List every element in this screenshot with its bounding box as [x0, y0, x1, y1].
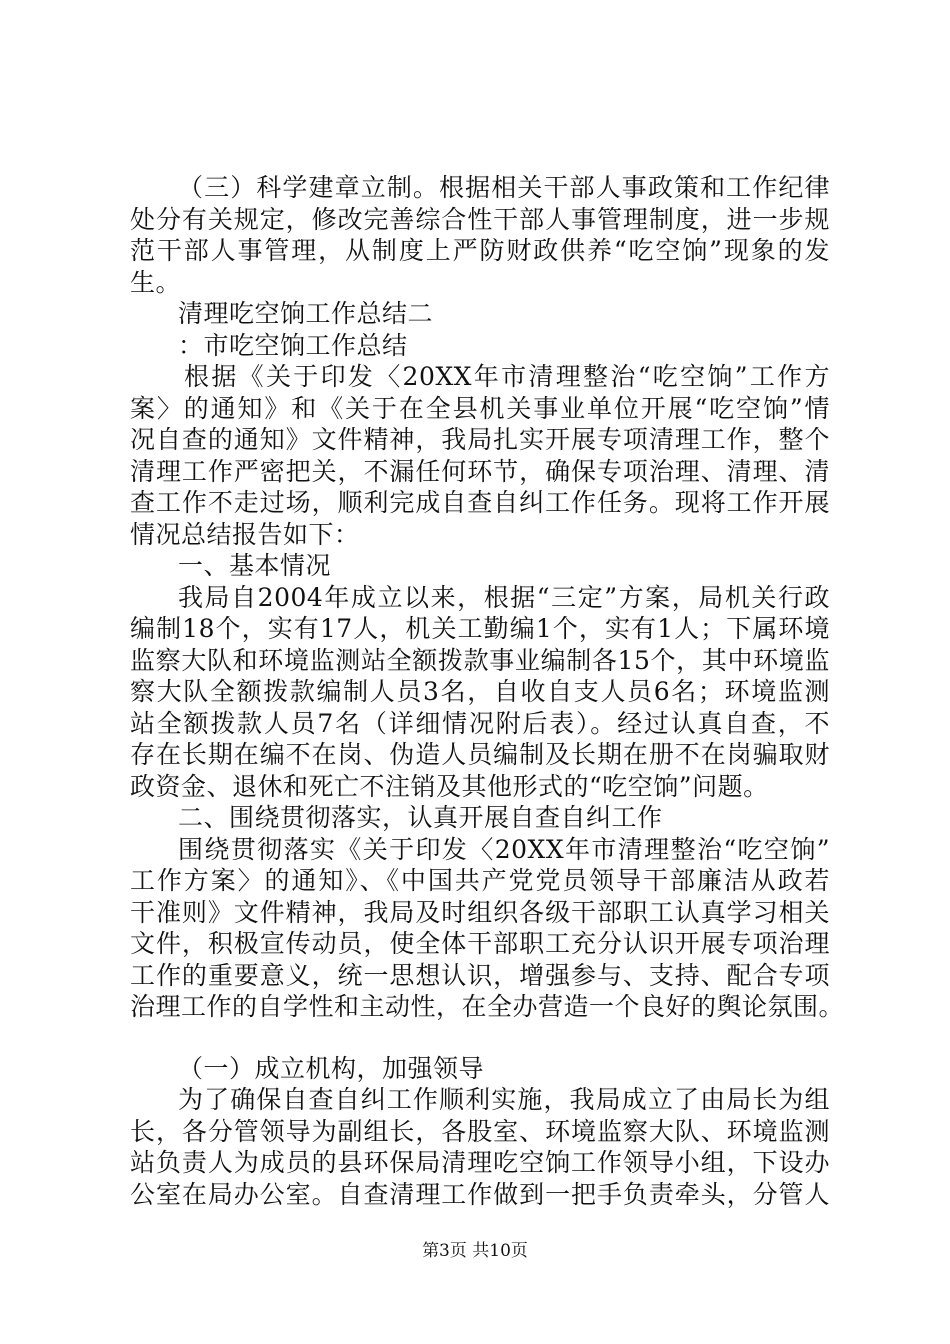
text-line: 围绕贯彻落实《关于印发〈20XX年市清理整治“吃空饷”: [178, 834, 830, 864]
text-line: 站负责人为成员的县环保局清理吃空饷工作领导小组，下设办: [130, 1148, 830, 1177]
text-line: 情况总结报告如下：: [130, 519, 360, 549]
text-line: 案〉的通知》和《关于在全县机关事业单位开展“吃空饷”情: [130, 393, 830, 423]
text-line: 处分有关规定，修改完善综合性干部人事管理制度，进一步规: [130, 204, 830, 234]
text-line: 工作方案〉的通知》、《中国共产党党员领导干部廉洁从政若: [130, 866, 830, 895]
text-line: 公室在局办公室。自查清理工作做到一把手负责牵头，分管人: [130, 1179, 830, 1209]
text-line: ：市吃空饷工作总结: [178, 330, 408, 360]
page-footer: 第3页 共10页: [422, 1241, 528, 1261]
text-line: 二、围绕贯彻落实，认真开展自查自纠工作: [178, 803, 663, 832]
text-line: （一）成立机构，加强领导: [178, 1053, 485, 1083]
text-line: 治理工作的自学性和主动性，在全办营造一个良好的舆论氛围。: [130, 992, 845, 1021]
text-line: 一、基本情况: [178, 551, 332, 580]
text-line: 查工作不走过场，顺利完成自查自纠工作任务。现将工作开展: [130, 488, 830, 517]
text-line: 范干部人事管理，从制度上严防财政供养“吃空饷”现象的发: [130, 236, 830, 265]
text-line: 根据《关于印发〈20XX年市清理整治“吃空饷”工作方: [184, 362, 830, 391]
text-line: 编制18个，实有17人，机关工勤编1个，实有1人；下属环境: [130, 614, 830, 643]
paragraph-gap: [130, 1023, 830, 1053]
text-line: （三）科学建章立制。根据相关干部人事政策和工作纪律: [178, 173, 830, 202]
text-line: 站全额拨款人员7名（详细情况附后表）。经过认真自查，不: [130, 708, 830, 738]
text-line: 察大队全额拨款编制人员3名，自收自支人员6名；环境监测: [130, 677, 830, 706]
text-line: 清理工作严密把关，不漏任何环节，确保专项治理、清理、清: [130, 456, 830, 486]
document-body: [130, 172, 845, 1210]
text-line: 况自查的通知》文件精神，我局扎实开展专项清理工作，整个: [130, 425, 830, 454]
text-line: 文件，积极宣传动员，使全体干部职工充分认识开展专项治理: [130, 929, 830, 958]
text-line: 干准则》文件精神，我局及时组织各级干部职工认真学习相关: [130, 897, 830, 927]
text-line: 清理吃空饷工作总结二: [178, 299, 434, 328]
text-line: 为了确保自查自纠工作顺利实施，我局成立了由局长为组: [178, 1085, 830, 1114]
text-line: 存在长期在编不在岗、伪造人员编制及长期在册不在岗骗取财: [130, 740, 830, 769]
text-line: 长，各分管领导为副组长，各股室、环境监察大队、环境监测: [130, 1116, 830, 1146]
text-line: 工作的重要意义，统一思想认识，增强参与、支持、配合专项: [130, 960, 830, 990]
text-line: 我局自2004年成立以来，根据“三定”方案，局机关行政: [178, 582, 830, 612]
text-line: 政资金、退休和死亡不注销及其他形式的“吃空饷”问题。: [130, 771, 769, 801]
text-line: 监察大队和环境监测站全额拨款事业编制各15个，其中环境监: [130, 645, 830, 675]
text-line: 生。: [130, 267, 182, 297]
